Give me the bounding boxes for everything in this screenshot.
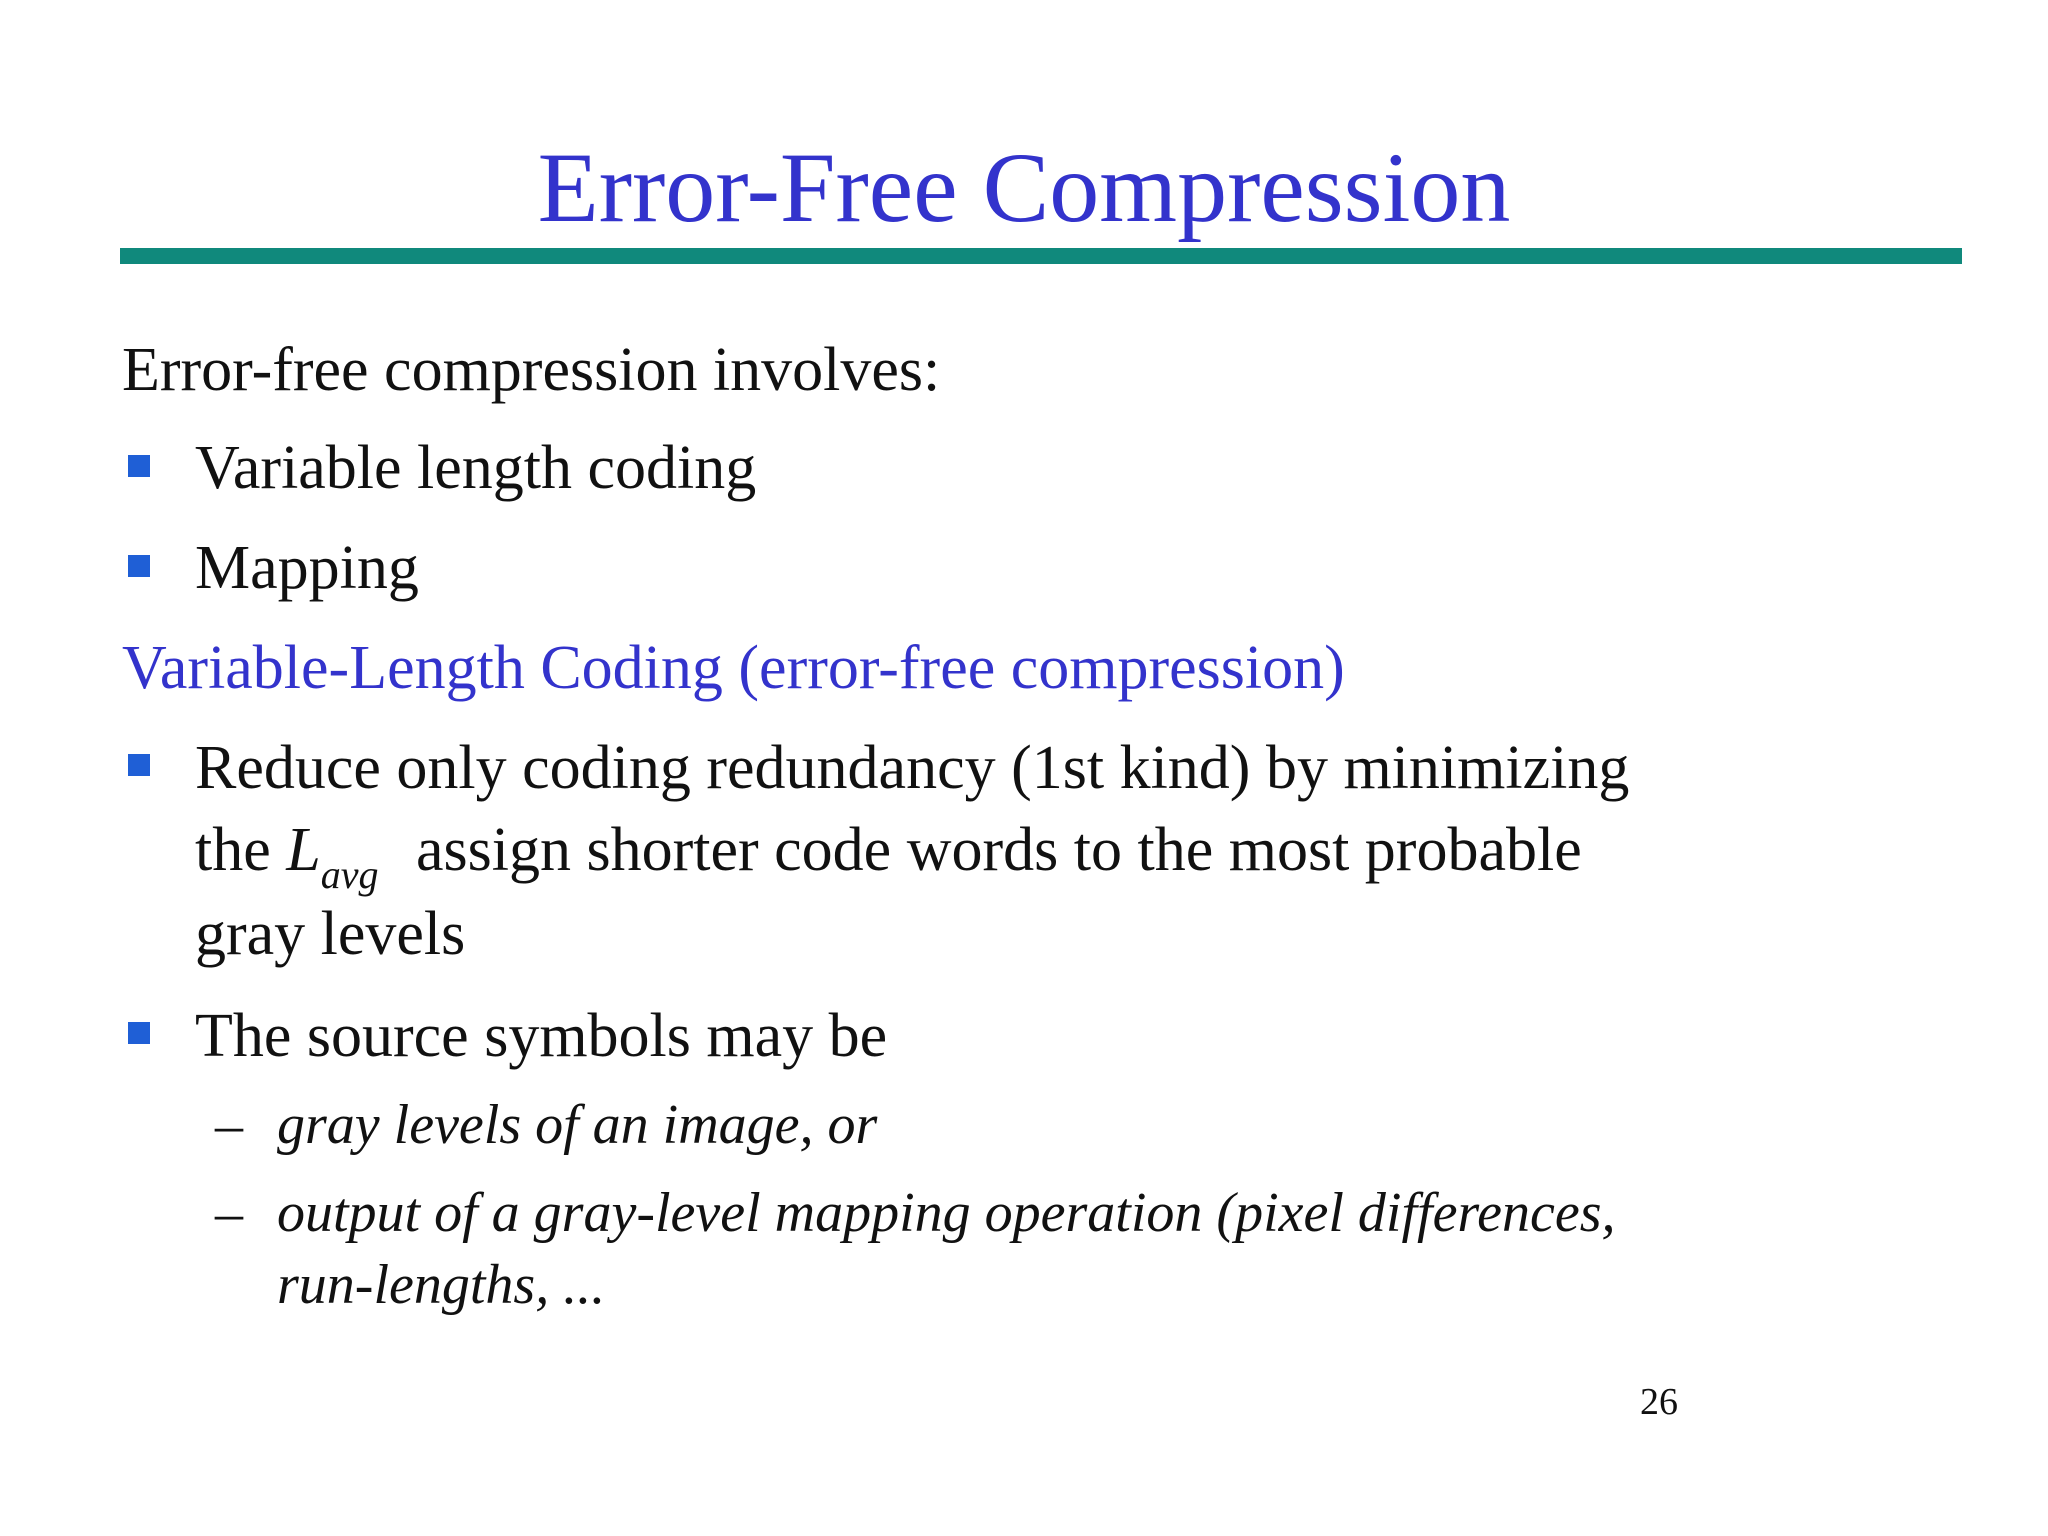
- square-bullet-icon: [128, 754, 150, 776]
- dash-bullet-icon: –: [215, 1094, 243, 1156]
- l-avg-symbol: L: [286, 816, 321, 884]
- slide-title: Error-Free Compression: [537, 132, 1511, 243]
- sub-item-mapping-output-line1: output of a gray-level mapping operation (pixel differences,: [277, 1182, 1616, 1244]
- section-heading: Variable-Length Coding (error-free compression): [122, 634, 1345, 702]
- dash-bullet-icon: –: [215, 1182, 243, 1244]
- intro-text: Error-free compression involves:: [122, 336, 941, 404]
- intro-item-variable-length-coding: Variable length coding: [195, 434, 757, 502]
- square-bullet-icon: [128, 1022, 150, 1044]
- square-bullet-icon: [128, 455, 150, 477]
- point-coding-redundancy-line3: gray levels: [195, 900, 466, 968]
- sub-item-mapping-output-line2: run-lengths, ...: [277, 1254, 606, 1316]
- line2-suffix: assign shorter code words to the most probable: [416, 816, 1582, 884]
- point-coding-redundancy-line1: Reduce only coding redundancy (1st kind) by minimizing: [195, 734, 1630, 802]
- title-divider: [120, 248, 1962, 264]
- page-number: 26: [1640, 1381, 1678, 1423]
- square-bullet-icon: [128, 555, 150, 577]
- intro-item-mapping: Mapping: [195, 534, 419, 602]
- sub-item-gray-levels: gray levels of an image, or: [277, 1094, 878, 1156]
- l-avg-subscript: avg: [320, 852, 379, 897]
- line2-prefix: the: [195, 816, 271, 884]
- point-source-symbols: The source symbols may be: [195, 1002, 888, 1070]
